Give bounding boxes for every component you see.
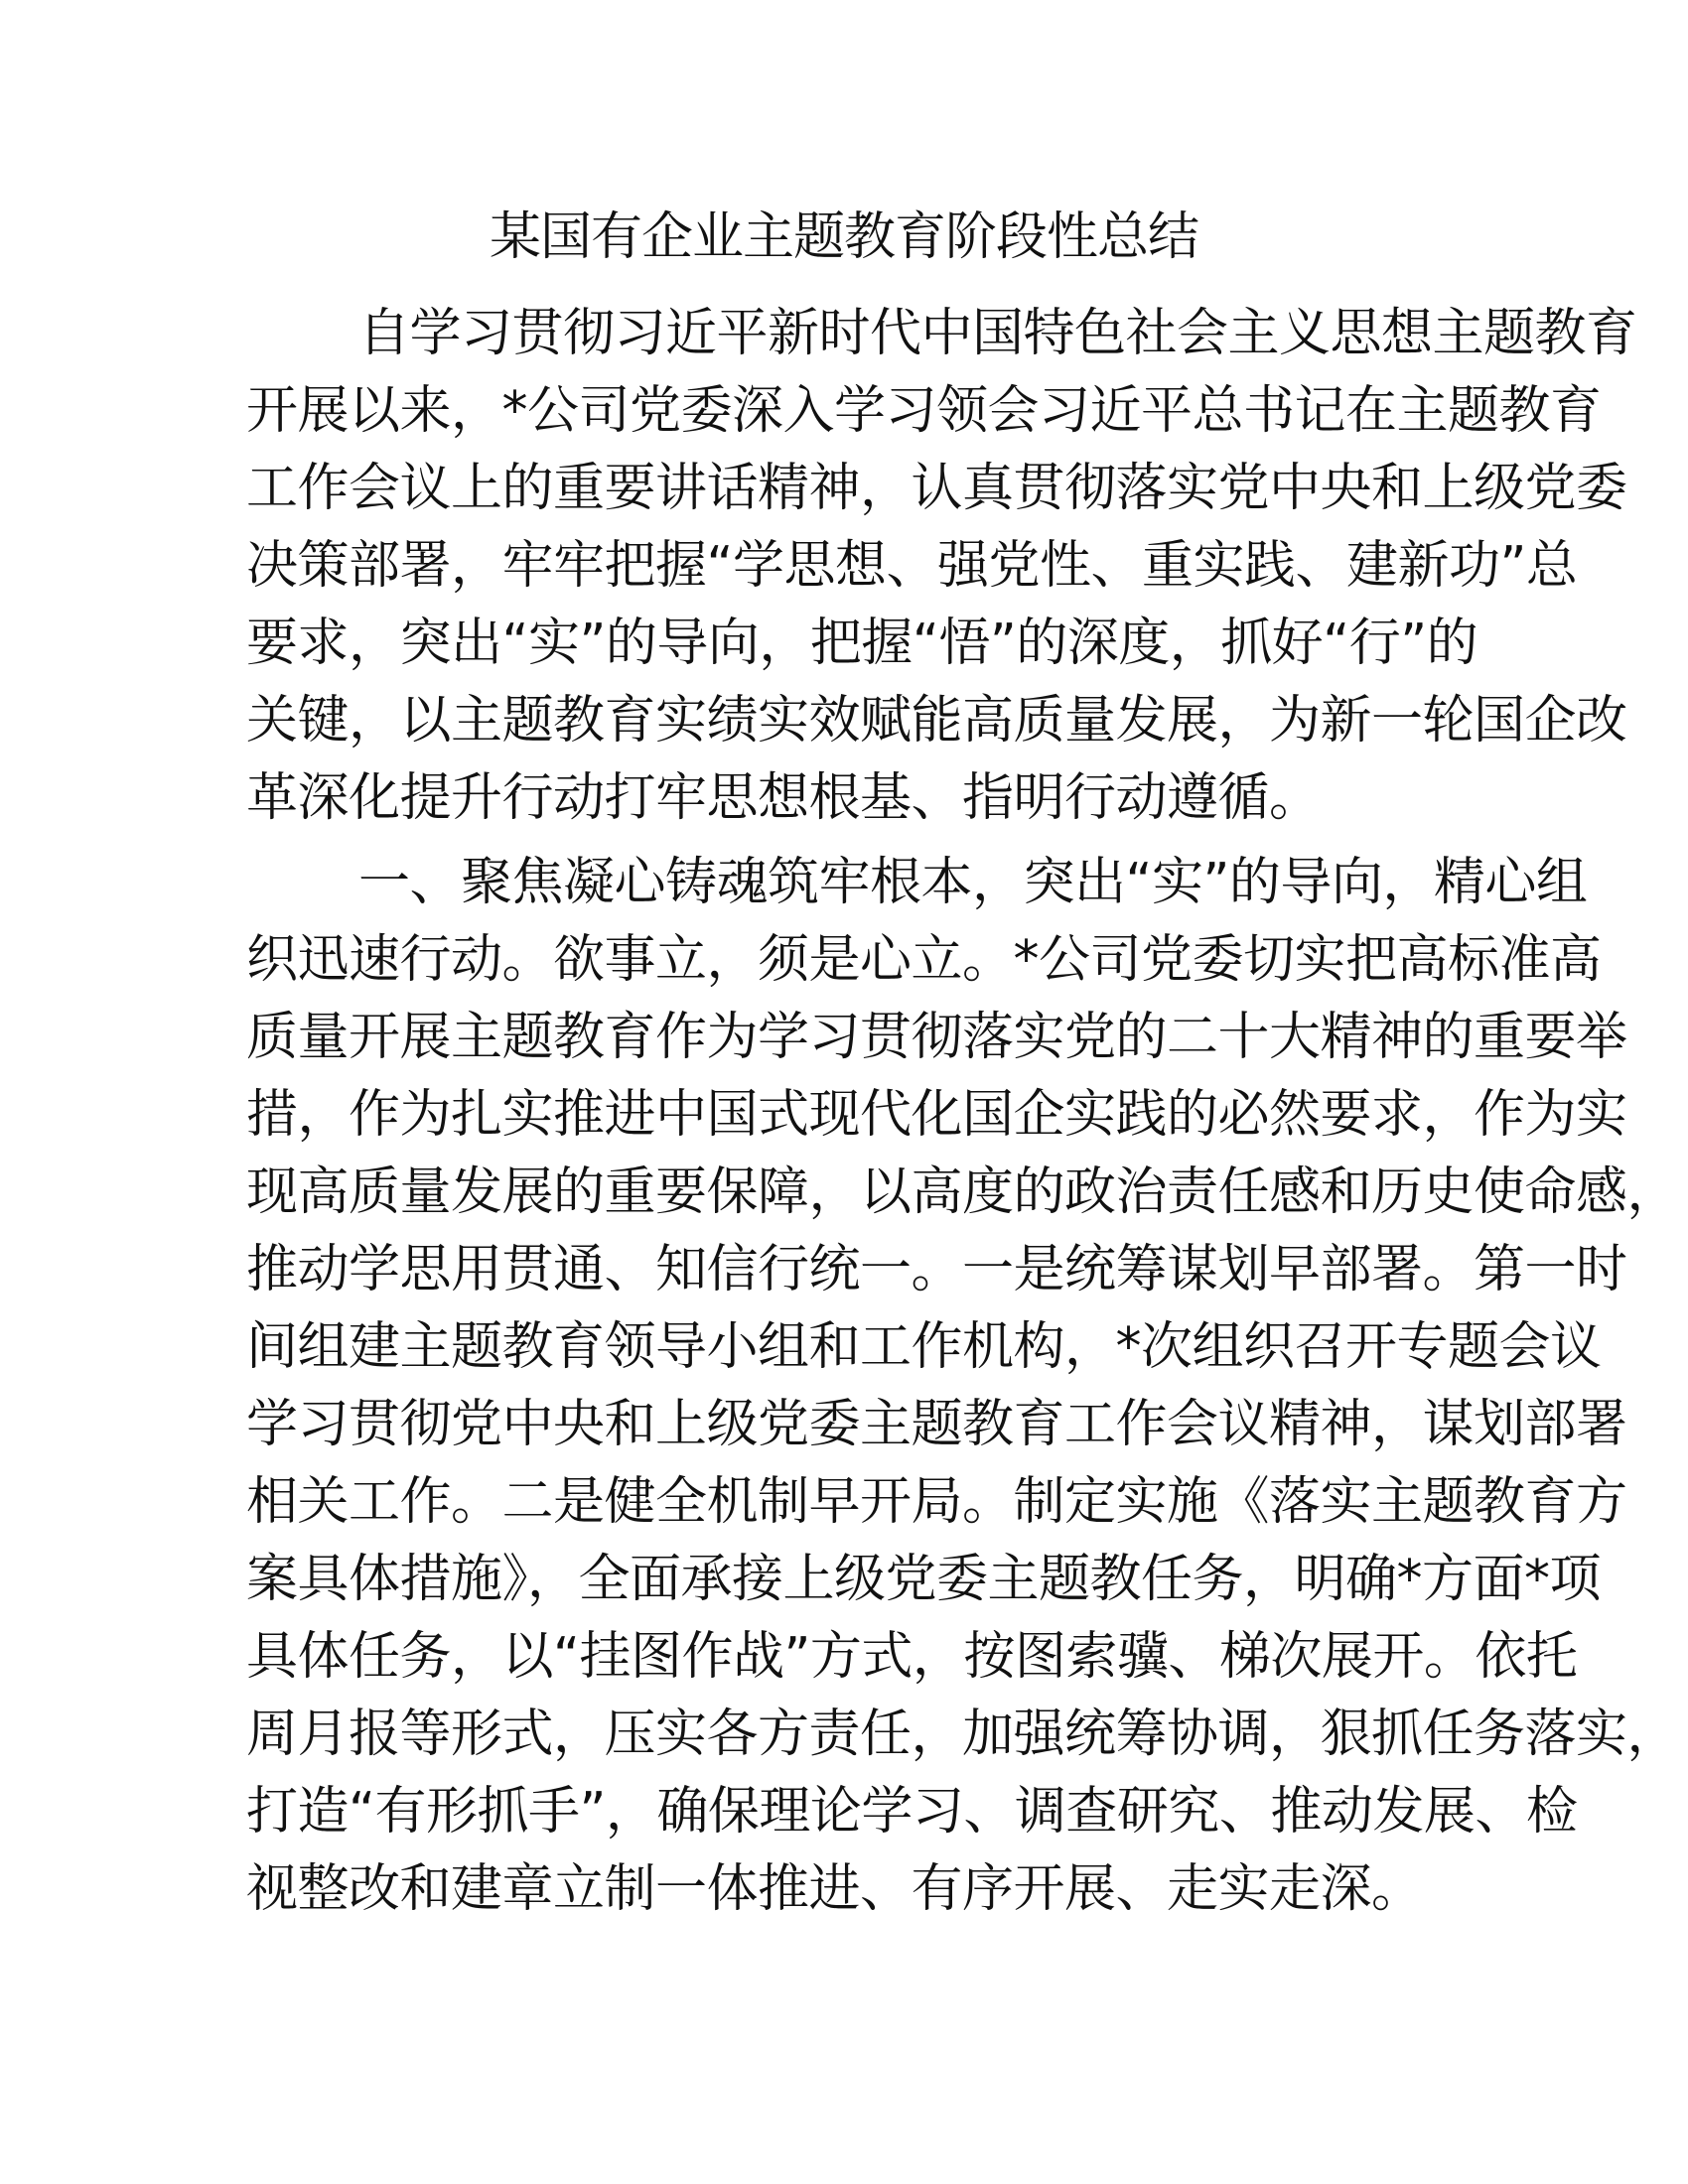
text-line: 措，作为扎实推进中国式现代化国企实践的必然要求，作为实 <box>246 1085 1627 1145</box>
text-line: 相关工作。二是健全机制早开局。制定实施《落实主题教育方 <box>246 1472 1627 1532</box>
text-line: 周月报等形式，压实各方责任，加强统筹协调，狠抓任务落实， <box>246 1705 1679 1764</box>
text-line: 视整改和建章立制一体推进、有序开展、走实走深。 <box>246 1859 1423 1919</box>
text-line: 革深化提升行动打牢思想根基、指明行动遵循。 <box>246 768 1321 828</box>
text-line: 推动学思用贯通、知信行统一。一是统筹谋划早部署。第一时 <box>246 1240 1627 1299</box>
text-line: 质量开展主题教育作为学习贯彻落实党的二十大精神的重要举 <box>246 1008 1627 1067</box>
text-line: 学习贯彻党中央和上级党委主题教育工作会议精神，谋划部署 <box>246 1395 1627 1454</box>
text-line: 工作会议上的重要讲话精神，认真贯彻落实党中央和上级党委 <box>246 459 1627 518</box>
text-line: 案具体措施》，全面承接上级党委主题教任务，明确*方面*项 <box>246 1550 1602 1609</box>
text-line: 间组建主题教育领导小组和工作机构，*次组织召开专题会议 <box>246 1317 1602 1377</box>
text-line: 现高质量发展的重要保障，以高度的政治责任感和历史使命感， <box>246 1162 1679 1222</box>
text-line: 决策部署，牢牢把握“学思想、强党性、重实践、建新功”总 <box>246 536 1578 596</box>
text-line: 打造“有形抓手”，确保理论学习、调查研究、推动发展、检 <box>246 1782 1578 1842</box>
text-line: 自学习贯彻习近平新时代中国特色社会主义思想主题教育 <box>358 304 1637 363</box>
text-line: 关键，以主题教育实绩实效赋能高质量发展，为新一轮国企改 <box>246 691 1627 751</box>
text-line: 具体任务，以“挂图作战”方式，按图索骥、梯次展开。依托 <box>246 1627 1578 1687</box>
paragraph-section-one <box>246 844 1679 1928</box>
text-line: 一、聚焦凝心铸魂筑牢根本，突出“实”的导向，精心组 <box>358 853 1588 912</box>
paragraph-intro <box>246 295 1637 837</box>
text-line: 织迅速行动。欲事立，须是心立。*公司党委切实把高标准高 <box>246 930 1602 990</box>
text-line: 要求，突出“实”的导向，把握“悟”的深度，抓好“行”的 <box>246 614 1478 673</box>
text-line: 开展以来，*公司党委深入学习领会习近平总书记在主题教育 <box>246 381 1602 441</box>
document-title: 某国有企业主题教育阶段性总结 <box>489 207 1198 267</box>
